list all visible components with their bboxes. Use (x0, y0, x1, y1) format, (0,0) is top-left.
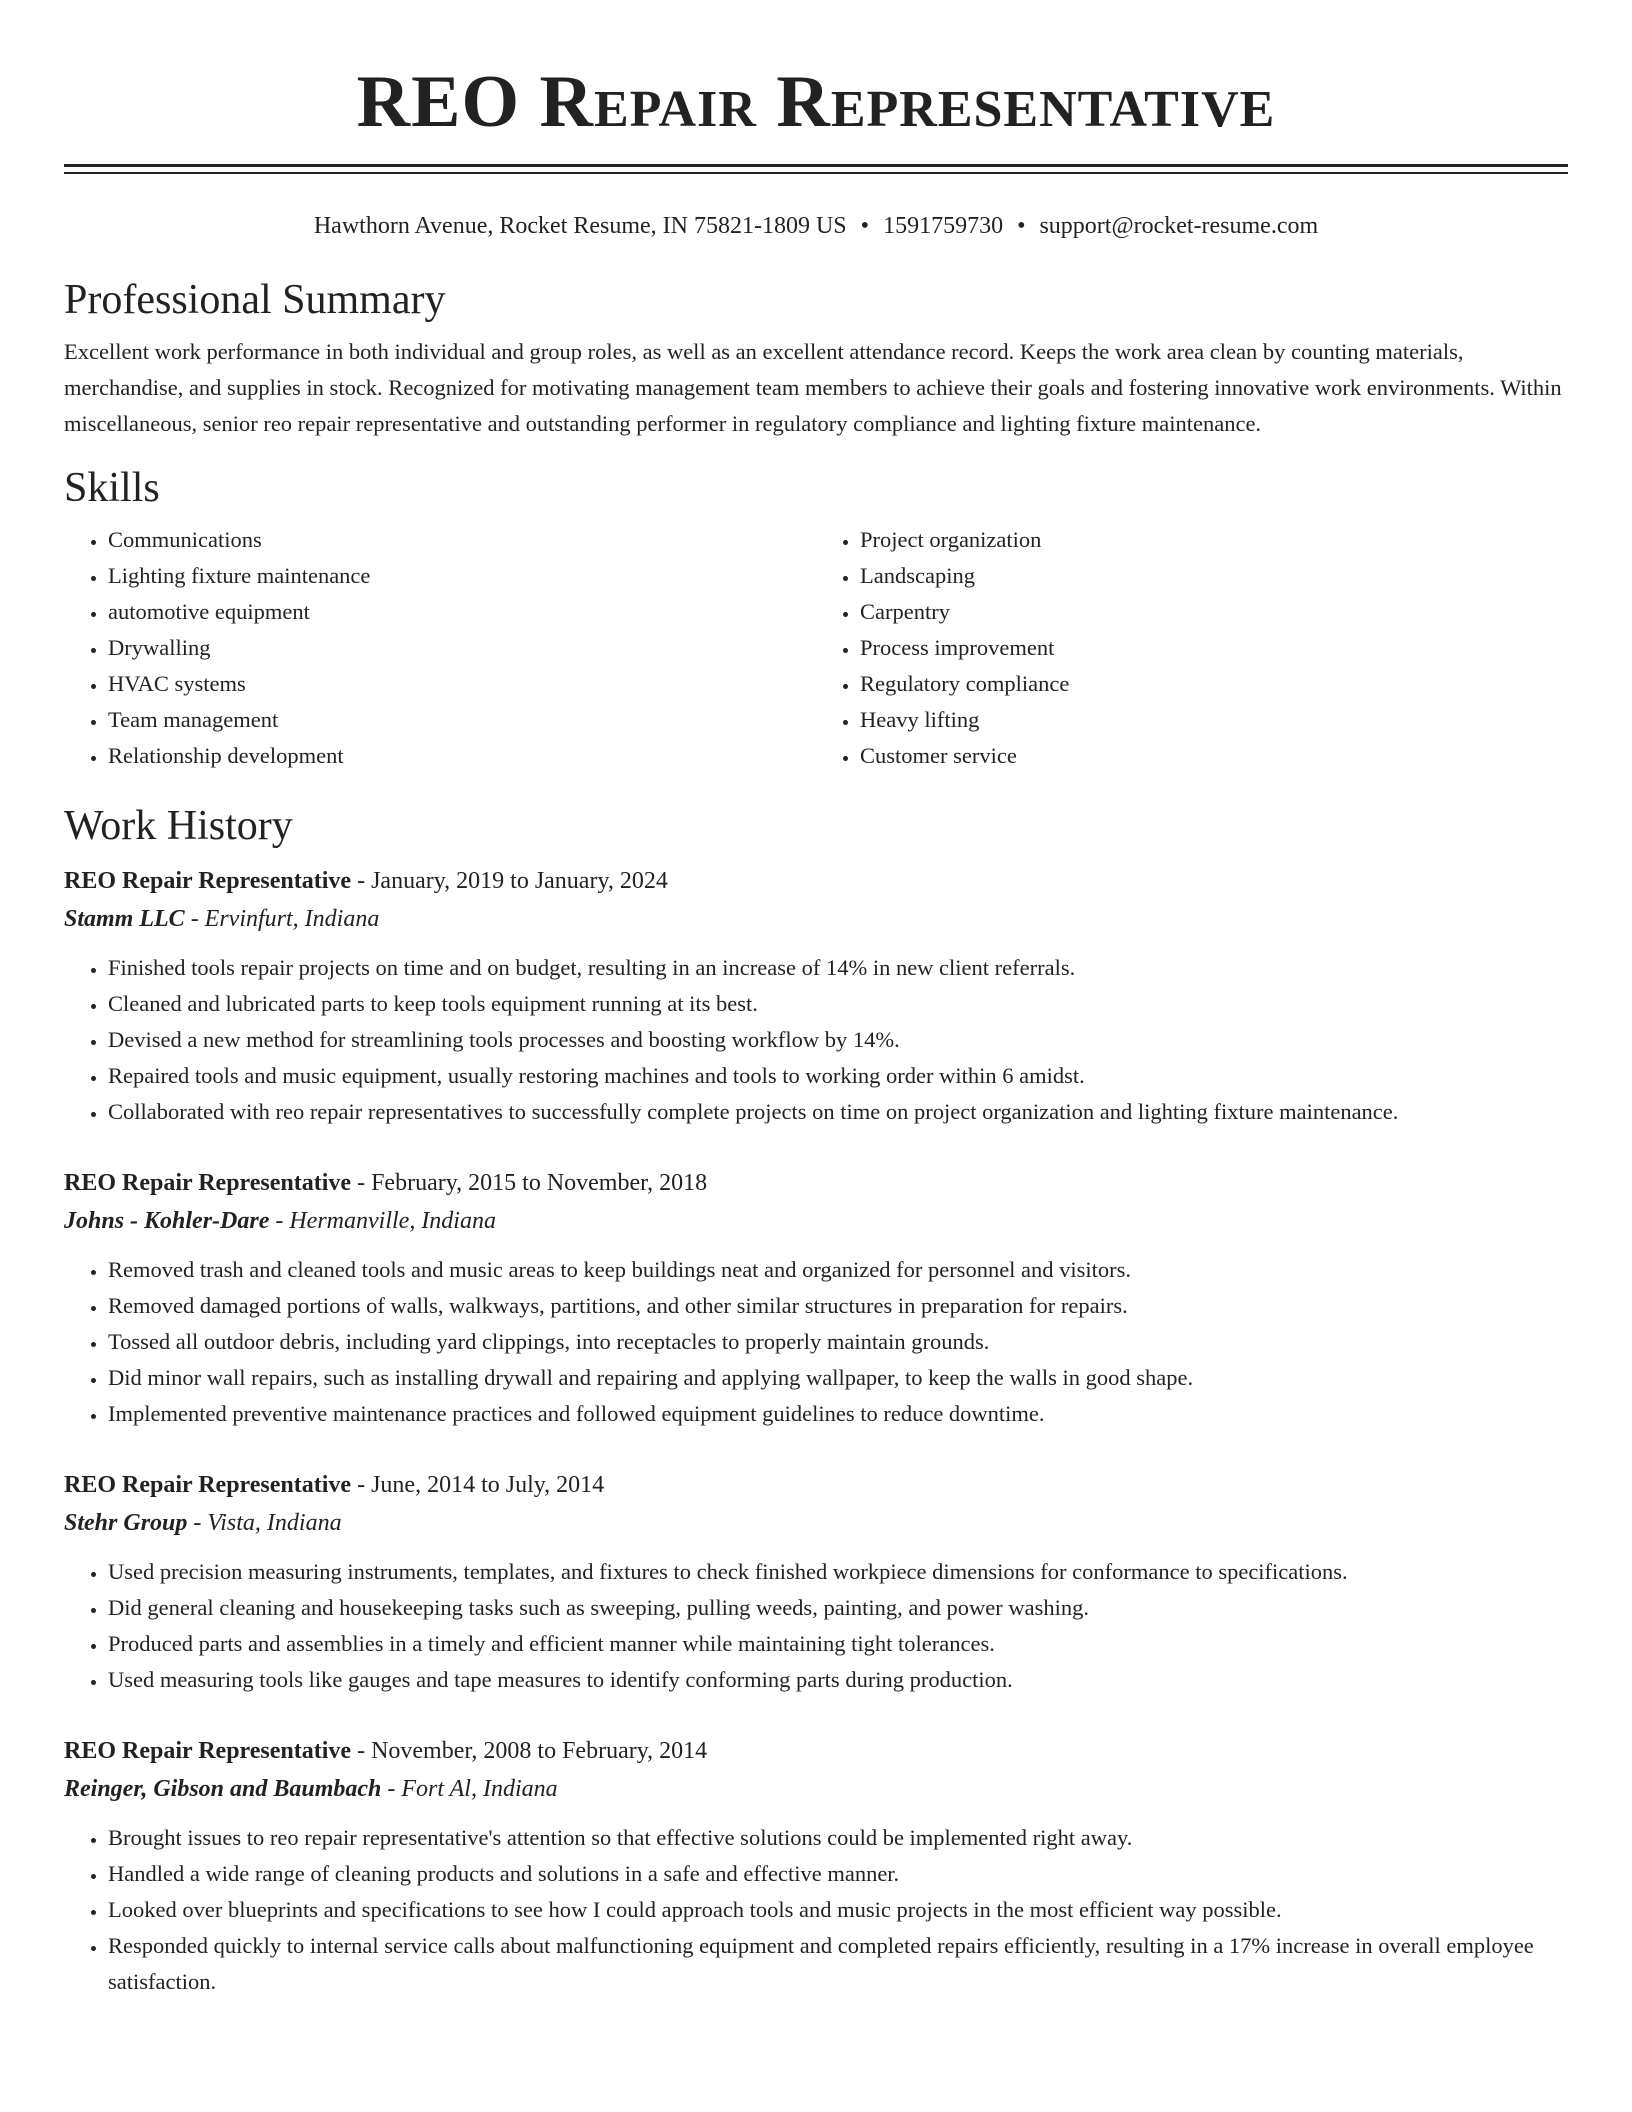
skill-item: • Project organization (860, 522, 1568, 558)
job-dates: - June, 2014 to July, 2014 (351, 1472, 605, 1498)
contact-separator: • (1017, 213, 1026, 239)
contact-email[interactable]: support@rocket-resume.com (1039, 213, 1319, 239)
job-title-line (64, 1732, 1568, 1770)
job-bullet: • Devised a new method for streamlining tools processes and boosting workflow by 14%. (108, 1022, 1568, 1058)
job-location: - Vista, Indiana (187, 1510, 342, 1536)
job-bullet: • Looked over blueprints and specifications to see how I could approach tools and music projects in the most efficient way possible. (108, 1892, 1568, 1928)
job-title: REO Repair Representative (64, 868, 352, 894)
job-bullet: • Removed damaged portions of walls, walkways, partitions, and other similar structures in preparation for repairs. (108, 1288, 1568, 1324)
job-bullet: • Implemented preventive maintenance practices and followed equipment guidelines to reduce downtime. (108, 1396, 1568, 1432)
skill-item: • Carpentry (860, 594, 1568, 630)
skills-section (64, 462, 1568, 774)
job-bullet: • Did general cleaning and housekeeping tasks such as sweeping, pulling weeds, painting, and power washing. (108, 1590, 1568, 1626)
job-bullets (64, 1554, 1568, 1698)
skill-item: • Process improvement (860, 630, 1568, 666)
contact-phone: 1591759730 (883, 213, 1004, 239)
job-company: Stehr Group (64, 1510, 188, 1536)
skill-item: • Lighting fixture maintenance (108, 558, 816, 594)
work-history-heading: Work History (64, 803, 293, 849)
summary-section (64, 274, 1568, 442)
header-divider-thin (64, 172, 1568, 174)
job-bullet: • Collaborated with reo repair representatives to successfully complete projects on time on project organization and lighting fixture maintenance. (108, 1094, 1568, 1130)
header-divider-thick (64, 164, 1568, 167)
skill-item: • Regulatory compliance (860, 666, 1568, 702)
job-location: - Fort Al, Indiana (381, 1776, 558, 1802)
job-bullet: • Tossed all outdoor debris, including yard clippings, into receptacles to properly maintain grounds. (108, 1324, 1568, 1360)
job-title-line (64, 1466, 1568, 1504)
contact-separator: • (860, 213, 870, 239)
job-company-line (64, 1202, 1568, 1240)
job-bullet: • Removed trash and cleaned tools and music areas to keep buildings neat and organized for personnel and visitors. (108, 1252, 1568, 1288)
job-bullets (64, 1820, 1568, 2000)
job-company-line (64, 900, 1568, 938)
job-list (64, 862, 1568, 2000)
job-location: - Hermanville, Indiana (269, 1208, 496, 1234)
skill-item: • Communications (108, 522, 816, 558)
job-dates: - November, 2008 to February, 2014 (351, 1738, 708, 1764)
job-bullets (64, 1252, 1568, 1432)
job-bullet: • Did minor wall repairs, such as installing drywall and repairing and applying wallpaper, to keep the walls in good shape. (108, 1360, 1568, 1396)
work-history-section (64, 800, 1568, 2000)
summary-heading: Professional Summary (64, 277, 446, 323)
skills-list-right (816, 522, 1568, 774)
skill-item: • Team management (108, 702, 816, 738)
job-location: - Ervinfurt, Indiana (184, 906, 380, 932)
job-entry (64, 1466, 1568, 1698)
skills-heading: Skills (64, 465, 160, 511)
job-bullets (64, 950, 1568, 1130)
job-bullet: • Produced parts and assemblies in a timely and efficient manner while maintaining tight tolerances. (108, 1626, 1568, 1662)
job-bullet: • Brought issues to reo repair representative's attention so that effective solutions could be implemented right away. (108, 1820, 1568, 1856)
contact-line (64, 210, 1568, 242)
skill-item: • automotive equipment (108, 594, 816, 630)
job-bullet: • Responded quickly to internal service calls about malfunctioning equipment and completed repairs efficiently, resulting in a 17% increase in overall employee satisfaction. (108, 1928, 1568, 2000)
job-title: REO Repair Representative (64, 1472, 352, 1498)
job-company: Stamm LLC (64, 906, 185, 932)
skill-item: • Relationship development (108, 738, 816, 774)
job-title: REO Repair Representative (64, 1170, 352, 1196)
job-bullet: • Used measuring tools like gauges and tape measures to identify conforming parts during production. (108, 1662, 1568, 1698)
skill-item: • Customer service (860, 738, 1568, 774)
job-company-line (64, 1504, 1568, 1542)
skills-list-left (64, 522, 816, 774)
job-entry (64, 1732, 1568, 2000)
skill-item: • Landscaping (860, 558, 1568, 594)
job-entry (64, 862, 1568, 1130)
job-title: REO Repair Representative (64, 1738, 352, 1764)
job-title-line (64, 1164, 1568, 1202)
resume-name: REO Repair Representative (356, 61, 1276, 143)
job-bullet: • Handled a wide range of cleaning products and solutions in a safe and effective manner. (108, 1856, 1568, 1892)
job-company: Reinger, Gibson and Baumbach (64, 1776, 382, 1802)
job-bullet: • Cleaned and lubricated parts to keep tools equipment running at its best. (108, 986, 1568, 1022)
job-bullet: • Used precision measuring instruments, templates, and fixtures to check finished workpiece dimensions for conformance to specifications. (108, 1554, 1568, 1590)
resume-page (64, 0, 1568, 2000)
job-dates: - February, 2015 to November, 2018 (351, 1170, 708, 1196)
job-entry (64, 1164, 1568, 1432)
skills-columns (64, 522, 1568, 774)
job-company-line (64, 1770, 1568, 1808)
contact-address: Hawthorn Avenue, Rocket Resume, IN 75821-1809 US (313, 213, 847, 239)
job-title-line (64, 862, 1568, 900)
job-bullet: • Repaired tools and music equipment, usually restoring machines and tools to working order within 6 amidst. (108, 1058, 1568, 1094)
summary-text: Excellent work performance in both individual and group roles, as well as an excellent attendance record. Keeps the work area clean by counting materials, merchandise, and supplies in stock. Recognized for motivating management team members to achieve their goals and fostering innovative work environments. Within miscellaneous, senior reo repair representative and outstanding performer in regulatory compliance and lighting fixture maintenance. (64, 339, 1562, 436)
skill-item: • Drywalling (108, 630, 816, 666)
job-company: Johns - Kohler-Dare (64, 1208, 270, 1234)
job-bullet: • Finished tools repair projects on time and on budget, resulting in an increase of 14% in new client referrals. (108, 950, 1568, 986)
job-dates: - January, 2019 to January, 2024 (351, 868, 668, 894)
skill-item: • HVAC systems (108, 666, 816, 702)
skill-item: • Heavy lifting (860, 702, 1568, 738)
